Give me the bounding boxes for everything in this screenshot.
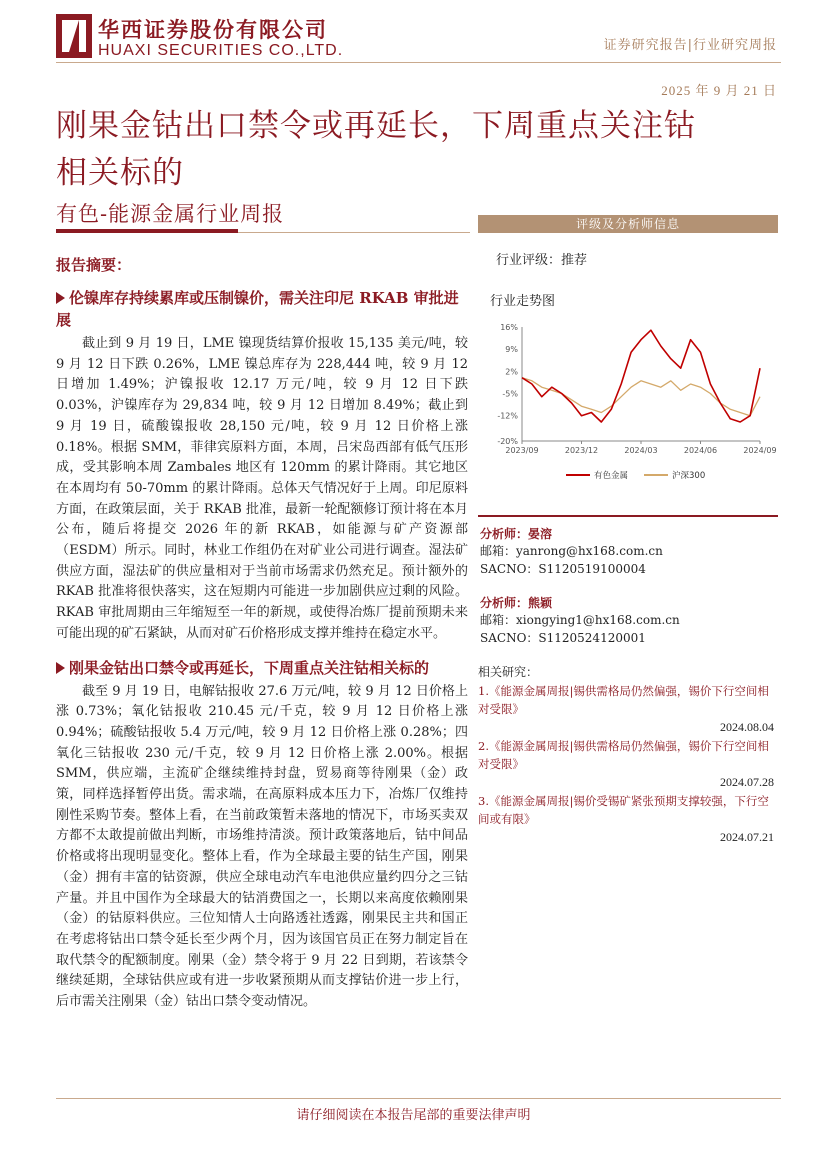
trend-chart-svg [478,315,778,505]
report-title-line-1: 刚果金钴出口禁令或再延长，下周重点关注钴 [56,108,696,144]
company-name-en: HUAXI SECURITIES CO.,LTD. [98,42,344,59]
related-item-date: 2024.07.28 [720,775,774,789]
related-item-title[interactable]: 3.《能源金属周报|锡价受锡矿紧张预期支撑较强，下行空间或有限》 [478,794,769,826]
y-tick-label: 9% [505,345,518,355]
related-item-title[interactable]: 2.《能源金属周报|锡供需格局仍然偏强，锡价下行空间相对受限》 [478,739,769,771]
related-item-title[interactable]: 1.《能源金属周报|锡供需格局仍然偏强，锡价下行空间相对受限》 [478,684,769,716]
x-tick-label: 2023/09 [505,446,539,455]
summary-column [56,254,468,1013]
related-item[interactable] [478,737,778,790]
header-divider [56,62,781,63]
series-line-nonferrous [522,330,760,422]
section-heading-nickel [56,287,468,331]
company-logo [56,12,366,62]
trend-chart [478,315,778,505]
y-tick-label: -5% [502,389,518,399]
subtitle-accent-bar [56,229,238,233]
section-heading-text: 伦镍库存持续累库或压制镍价，需关注印尼 RKAB 审批进展 [56,289,459,329]
footer-divider [56,1098,781,1099]
report-date: 2025 年 9 月 21 日 [661,83,777,98]
x-tick-label: 2024/03 [624,446,658,455]
y-tick-label: 16% [500,323,518,332]
analyst-1 [478,523,778,578]
legal-notice: 请仔细阅读在本报告尾部的重要法律声明 [296,1108,531,1123]
y-tick-label: -20% [497,437,518,446]
huaxi-logo-icon [56,12,92,60]
analyst-name: 晏溶 [528,527,553,541]
related-item-date: 2024.07.21 [720,830,774,844]
company-name-cn: 华西证券股份有限公司 [98,18,328,42]
report-title-line-2: 相关标的 [56,155,184,191]
trend-chart-title: 行业走势图 [490,294,556,309]
section-heading-cobalt [56,657,468,679]
triangle-bullet-icon [56,662,65,674]
summary-label: 报告摘要： [56,256,132,274]
analyst-email[interactable]: 邮箱：xiongying1@hx168.com.cn [480,613,680,627]
industry-rating: 行业评级：推荐 [496,253,588,268]
analyst-email[interactable]: 邮箱：yanrong@hx168.com.cn [480,544,663,558]
x-tick-label: 2024/09 [743,446,777,455]
y-tick-label: -12% [497,411,518,421]
x-tick-label: 2023/12 [564,446,599,455]
report-title [56,103,786,197]
related-item[interactable] [478,682,778,735]
y-tick-label: 2% [505,367,518,377]
report-type-tag: 证券研究报告|行业研究周报 [603,38,777,53]
section-heading-text: 刚果金钴出口禁令或再延长，下周重点关注钴相关标的 [69,658,430,677]
related-item-date: 2024.08.04 [720,720,774,734]
section-body-cobalt: 截至 9 月 19 日，电解钴报收 27.6 万元/吨，较 9 月 12 日价格上涨 0.73%；氧化钴报收 210.45 元/千克，较 9 月 12 日价格上涨 0.94%；硫酸钴报收 5.4 万元/吨，较 9 月 12 日价格上涨 0.28%；四氧化三钴报收 230 元/千克，较 9 月 12 日价格上涨 2.00%。根据 SMM，供应端，主流矿企继续维持封盘，贸易商等待刚果（金）政策，同样选择暂停出货。需求端，在高原料成本压力下，冶炼厂仅维持刚性采购节奏。整体上看，在当前政策暂未落地的情况下，市场买卖双方都不太敢提前做出判断，市场维持清淡。预计政策落地后，钴中间品价格或将出现明显变化。整体上看，作为全球最主要的钴生产国，刚果（金）拥有丰富的钴资源，供应全球电动汽车电池供应量约四分之三钴产量。并且中国作为全球最大的钴消费国之一，长期以来高度依赖刚果（金）的钴原料供应。三位知情人士向路透社透露，刚果民主共和国正在考虑将钴出口禁令延长至少两个月，因为该国官员正在努力制定旨在取代禁令的配额制度。刚果（金）禁令将于 9 月 22 日到期，若该禁令继续延期，全球钴供应或有进一步收紧预期从而支撑钴价进一步上行，后市需关注刚果（金）钴出口禁令变动情况。 [56,683,468,1010]
triangle-bullet-icon [56,292,65,304]
related-research-title: 相关研究： [478,665,539,679]
report-subtitle: 有色-能源金属行业周报 [56,202,285,226]
related-item[interactable] [478,792,778,845]
analyst-role: 分析师： [480,527,529,541]
sidebar-header: 评级及分析师信息 [478,215,778,233]
x-tick-label: 2024/06 [683,446,718,455]
legend-label: 有色金属 [594,471,629,481]
analyst-role: 分析师： [480,596,529,610]
section-body-nickel: 截止到 9 月 19 日，LME 镍现货结算价报收 15,135 美元/吨，较 9 月 12 日下跌 0.26%，LME 镍总库存为 228,444 吨，较 9 月 12 日增加 1.49%；沪镍报收 12.17 万元/吨，较 9 月 12 日下跌 0.03%，沪镍库存为 29,834 吨，较 9 月 12 日增加 8.49%；截止到 9 月 19 日，硫酸镍报收 28,150 元/吨，较 9 月 12 日价格上涨 0.18%。根据 SMM，菲律宾原料方面，本周，吕宋岛西部有低气压形成，受其影响本周 Zambales 地区有 120mm 的累计降雨。其它地区在本周均有 50-70mm 的累计降雨。总体天气情况好于上周。印尼原料方面，在政策层面，关于 RKAB 批准，最新一轮配额修订预计将在本月公布，随后将提交 2026 年的新 RKAB，如能源与矿产资源部（ESDM）所示。同时，林业工作组仍在对矿业公司进行调查。湿法矿供应方面，湿法矿的供应量相对于当前市场需求仍然充足。预计额外的 RKAB 批准将很快落实，这在短期内可能进一步加剧供应过剩的风险。RKAB 审批周期由三年缩短至一年的新规，或使得冶炼厂提前预期未来可能出现的矿石紧缺，从而对矿石价格形成支撑并维持在稳定水平。 [56,336,468,641]
analyst-sacno: SACNO：S1120519100004 [480,562,646,576]
analyst-divider [478,515,778,517]
analyst-name: 熊颖 [528,596,553,610]
analyst-sacno: SACNO：S1120524120001 [480,631,646,645]
subtitle-divider [238,232,470,233]
legend-label: 沪深300 [672,471,706,481]
sidebar [478,215,778,845]
analyst-2 [478,592,778,647]
